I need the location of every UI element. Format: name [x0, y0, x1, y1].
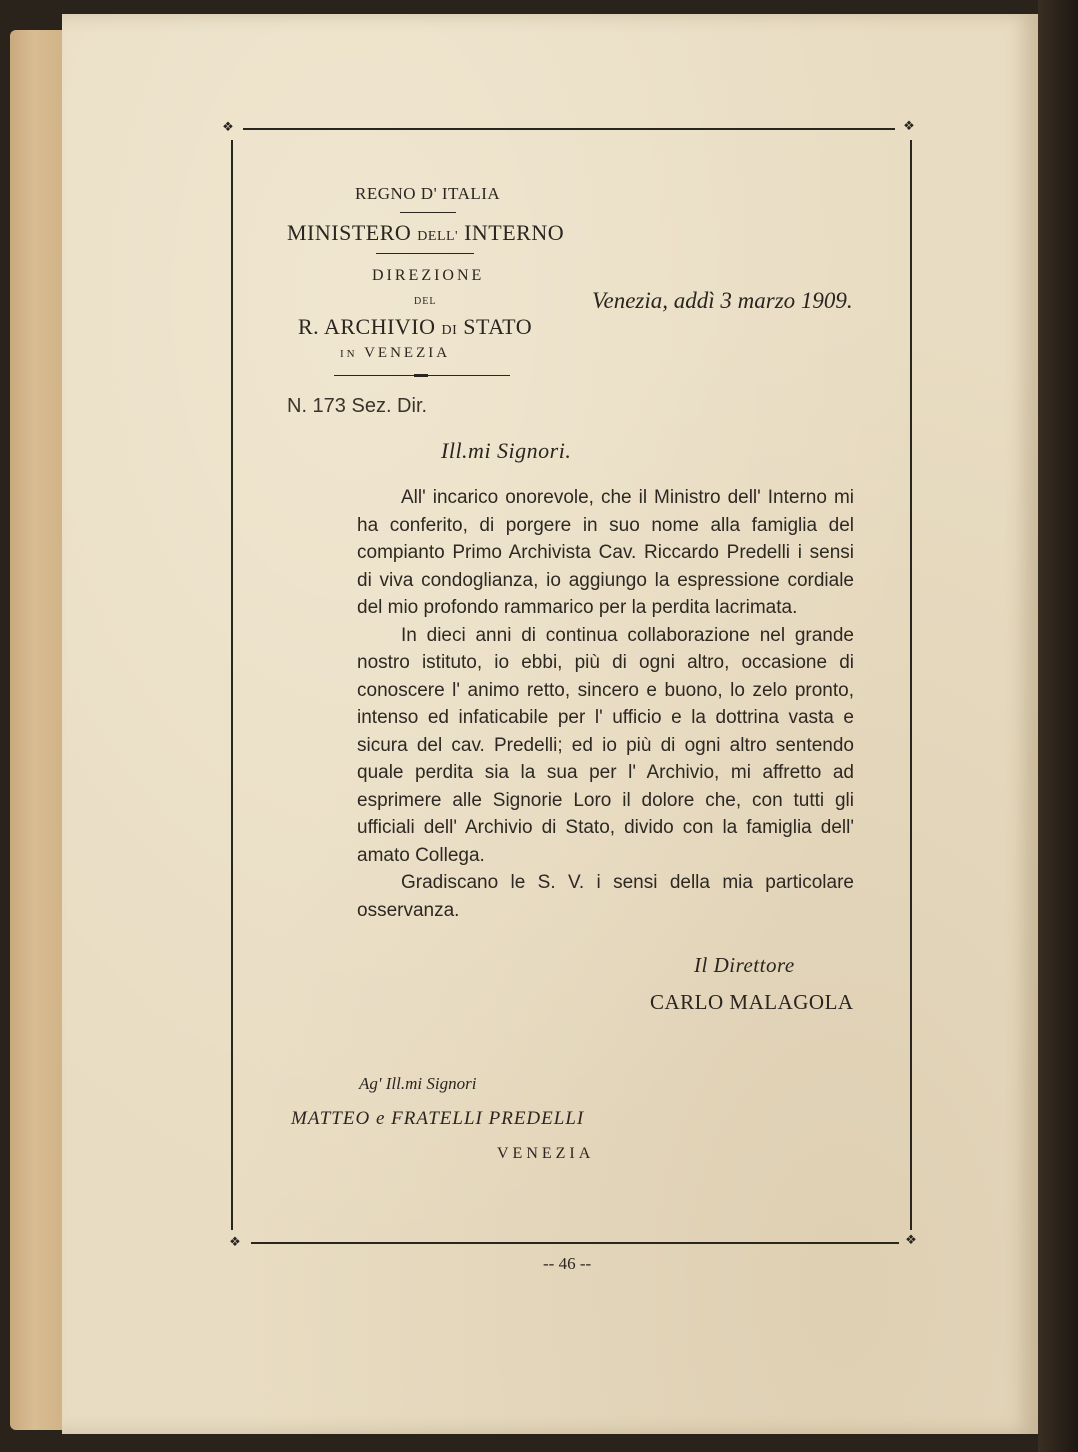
page-gutter	[1038, 0, 1078, 1452]
letterhead-rule	[376, 253, 474, 254]
address-line-2: MATTEO e FRATELLI PREDELLI	[291, 1108, 585, 1129]
letterhead-city	[340, 345, 450, 362]
letterhead-rule-mark	[414, 374, 428, 377]
corner-ornament-icon: ❖	[903, 119, 915, 134]
city-name: VENEZIA	[364, 345, 451, 361]
frame-left	[231, 140, 233, 1230]
page-number: -- 46 --	[543, 1254, 592, 1273]
date-line: Venezia, addì 3 marzo 1909.	[592, 288, 853, 313]
letter-body	[357, 484, 854, 924]
address-line-3: VENEZIA	[497, 1145, 595, 1162]
letterhead-rule	[400, 212, 456, 213]
corner-ornament-icon: ❖	[905, 1233, 917, 1248]
signature-name: CARLO MALAGOLA	[650, 990, 854, 1014]
city-in: IN	[340, 348, 358, 360]
letterhead-archive	[298, 314, 532, 340]
letter-paragraph: In dieci anni di continua collaborazione nel grande nostro istituto, io ebbi, più di ogni altro, occasione di conoscere l' animo retto, sincero e buono, lo zelo pronto, intenso ed infaticabile per l' ufficio e la dottrina vasta e sicura del cav. Predelli; ed io più di ogni altro sentendo quale perdita sia la sua per l' Archivio, mi affretto ad esprimere alle Signorie Loro il dolore che, con tutti gli ufficiali dell' Archivio di Stato, divido con la famiglia dell' amato Collega.	[357, 624, 854, 866]
address-line-1: Ag' Ill.mi Signori	[359, 1074, 477, 1093]
letter-paragraph: All' incarico onorevole, che il Ministro dell' Interno mi ha conferito, di porgere in suo nome alla famiglia del compianto Primo Archivista Cav. Riccardo Predelli i sensi di viva condoglianza, io aggiungo la espressione cordiale del mio profondo rammarico per la perdita lacrimata.	[357, 487, 854, 618]
letterhead-kingdom: REGNO D' ITALIA	[355, 184, 501, 203]
frame-top	[243, 128, 895, 130]
book-edge	[10, 30, 70, 1430]
corner-ornament-icon: ❖	[222, 120, 234, 135]
frame-right	[910, 140, 912, 1230]
archive-di: DI	[441, 323, 458, 338]
archive-stato: STATO	[463, 314, 533, 339]
letterhead-del: DEL	[414, 296, 437, 307]
archive-r: R. ARCHIVIO	[298, 314, 436, 339]
letterhead-ministry	[287, 220, 564, 246]
protocol-number: N. 173 Sez. Dir.	[287, 395, 428, 417]
ministry-main: MINISTERO	[287, 220, 412, 245]
ministry-end: INTERNO	[464, 220, 565, 245]
salutation: Ill.mi Signori.	[441, 438, 572, 463]
frame-bottom	[251, 1242, 899, 1244]
letter-paragraph: Gradiscano le S. V. i sensi della mia particolare osservanza.	[357, 872, 854, 921]
corner-ornament-icon: ❖	[229, 1235, 241, 1250]
letterhead-direction: DIREZIONE	[372, 267, 485, 284]
ministry-small: DELL'	[417, 229, 459, 244]
signature-title: Il Direttore	[694, 953, 795, 977]
